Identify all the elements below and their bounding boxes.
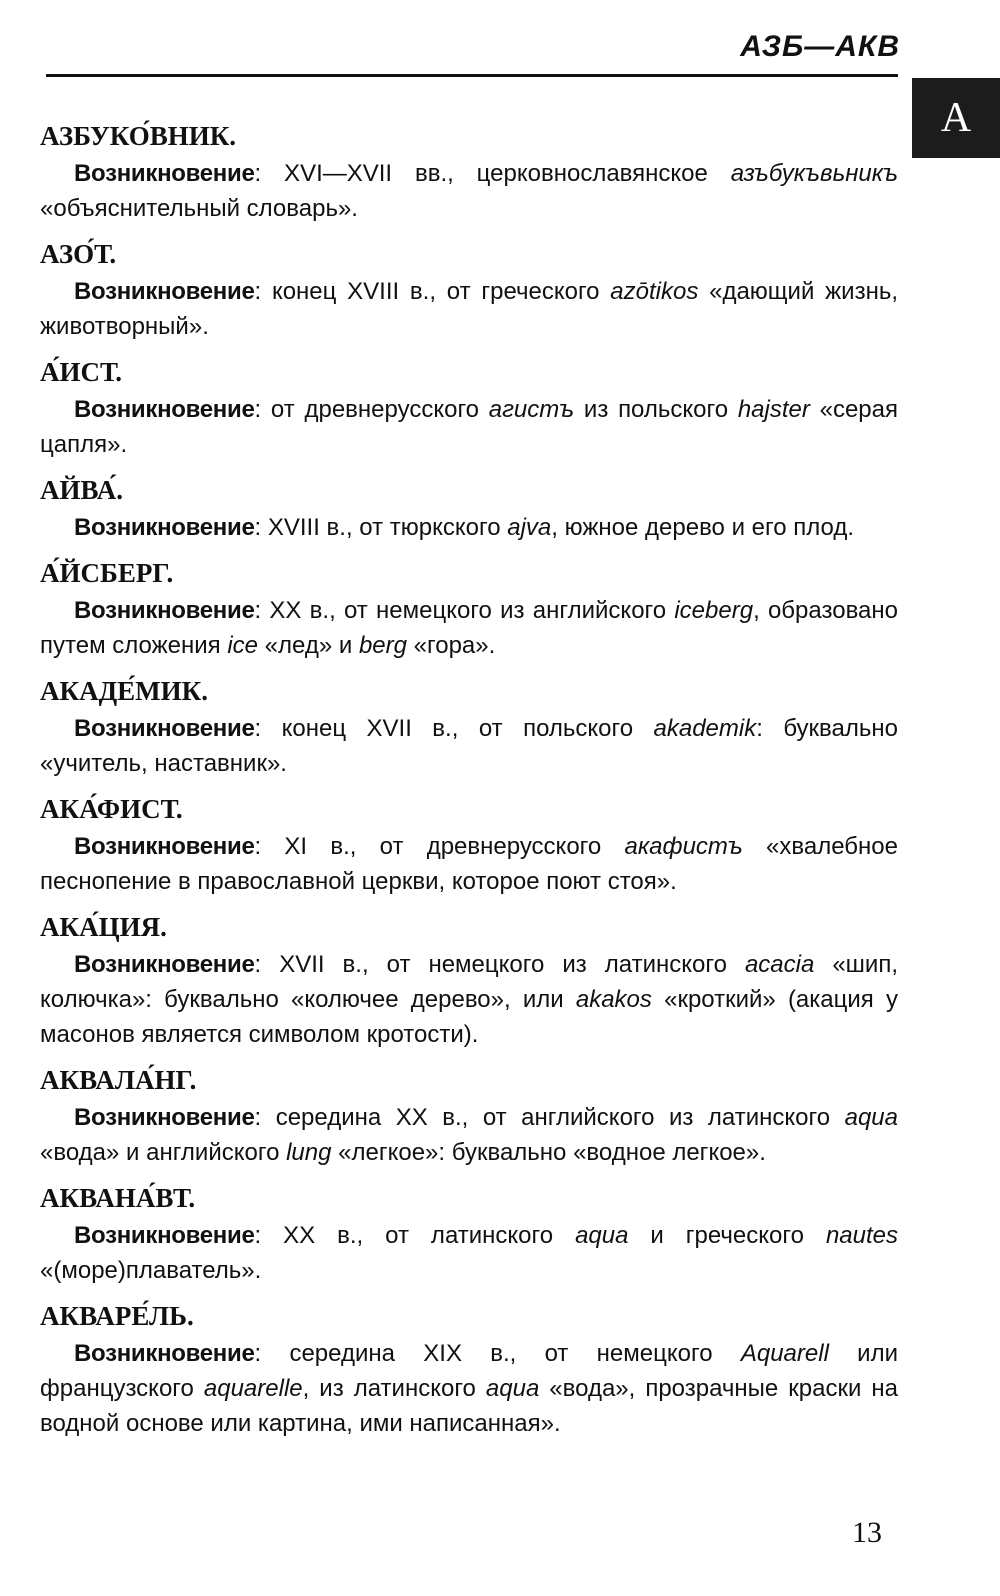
etymon-term: акафистъ: [624, 833, 743, 860]
etymon-term: Aquarell: [740, 1340, 829, 1367]
entry-text: : от древнерусского: [254, 396, 489, 423]
entry-text: «легкое»: буквально «водное легкое».: [331, 1139, 766, 1166]
running-head: АЗБ—АКВ: [740, 30, 900, 63]
entry-text: «(море)плаватель».: [40, 1257, 262, 1284]
etymon-term: азъбукъвьникъ: [730, 160, 898, 187]
entry-etymology: [40, 274, 898, 344]
entry-text: , южное дерево и его плод.: [551, 514, 854, 541]
dictionary-entry: [40, 116, 898, 226]
entry-text: : буквально «учитель, наставник».: [40, 715, 898, 777]
etymon-term: akademik: [653, 715, 757, 742]
entry-text: , образовано путем сложения: [40, 597, 898, 659]
page-number: 13: [852, 1516, 882, 1549]
etymon-term: azōtikos: [610, 278, 699, 305]
etymon-term: berg: [358, 632, 407, 659]
origin-label: Возникновение: [74, 951, 255, 978]
etymon-term: ajva: [507, 514, 552, 541]
dictionary-entry: [40, 352, 898, 462]
origin-label: Возникновение: [74, 1340, 255, 1367]
thumb-index-tab: [912, 78, 1000, 158]
entry-text: «лед» и: [258, 632, 359, 659]
etymon-term: aqua: [575, 1222, 629, 1249]
origin-label: Возникновение: [74, 1222, 255, 1249]
origin-label: Возникновение: [74, 514, 255, 541]
dictionary-entry: [40, 1178, 898, 1288]
etymon-term: acacia: [744, 951, 815, 978]
entry-text: : XX в., от немецкого из английского: [254, 597, 675, 624]
entry-headword: АЙВА́.: [40, 475, 124, 505]
etymon-term: nautes: [825, 1222, 898, 1249]
entry-etymology: [40, 1100, 898, 1170]
dictionary-entry: [40, 1060, 898, 1170]
entry-headword: АКВАЛА́НГ.: [40, 1065, 197, 1095]
entry-text: или французского: [40, 1340, 898, 1402]
entry-etymology: [40, 156, 898, 226]
entry-etymology: [40, 510, 898, 545]
entry-text: «объяснительный словарь».: [40, 195, 358, 222]
entry-headword: АКА́ФИСТ.: [40, 794, 183, 824]
etymon-term: aqua: [485, 1375, 540, 1402]
entry-etymology: [40, 829, 898, 899]
origin-label: Возникновение: [74, 597, 255, 624]
entry-text: : середина XX в., от английского из латинского: [254, 1104, 845, 1131]
dictionary-entry: [40, 671, 898, 781]
entry-etymology: [40, 392, 898, 462]
header-rule: [46, 74, 898, 77]
origin-label: Возникновение: [74, 715, 255, 742]
entry-headword: А́ИСТ.: [40, 357, 123, 387]
etymon-term: lung: [286, 1139, 332, 1166]
entry-text: «вода» и английского: [40, 1139, 287, 1166]
entry-text: : конец XVII в., от польского: [254, 715, 654, 742]
entry-text: , из латинского: [302, 1375, 486, 1402]
etymon-term: akakos: [575, 986, 652, 1013]
entry-etymology: [40, 947, 898, 1052]
entry-headword: АЗО́Т.: [40, 239, 117, 269]
entry-headword: АКАДЕ́МИК.: [40, 676, 208, 706]
etymon-term: aqua: [844, 1104, 898, 1131]
origin-label: Возникновение: [74, 833, 255, 860]
entry-text: : XVIII в., от тюркского: [254, 514, 508, 541]
dictionary-entry: [40, 470, 898, 545]
entry-text: «гора».: [406, 632, 496, 659]
origin-label: Возникновение: [74, 278, 255, 305]
origin-label: Возникновение: [74, 1104, 255, 1131]
entry-text: «вода», прозрачные краски на водной основе или картина, ими написанная».: [40, 1375, 898, 1437]
origin-label: Возникновение: [74, 160, 255, 187]
dictionary-entry: [40, 789, 898, 899]
entry-etymology: [40, 1336, 898, 1441]
entry-text: : XVI—XVII вв., церковнославянское: [254, 160, 731, 187]
entry-headword: АКВАНА́ВТ.: [40, 1183, 196, 1213]
etymon-term: ice: [227, 632, 258, 659]
entry-etymology: [40, 593, 898, 663]
entry-text: : конец XVIII в., от греческого: [254, 278, 611, 305]
entry-text: и греческого: [628, 1222, 826, 1249]
entry-headword: АКА́ЦИЯ.: [40, 912, 167, 942]
entry-headword: АЗБУКО́ВНИК.: [40, 121, 237, 151]
dictionary-entry: [40, 553, 898, 663]
entry-etymology: [40, 1218, 898, 1288]
entry-text: «дающий жизнь, животворный».: [40, 278, 898, 340]
entry-text: : XX в., от латинского: [254, 1222, 576, 1249]
etymon-term: hajster: [737, 396, 810, 423]
entry-text: «серая цапля».: [40, 396, 898, 458]
entry-headword: А́ЙСБЕРГ.: [40, 558, 174, 588]
etymon-term: aquarelle: [203, 1375, 303, 1402]
dictionary-entry: [40, 234, 898, 344]
origin-label: Возникновение: [74, 396, 255, 423]
etymon-term: агистъ: [488, 396, 575, 423]
entry-text: : XVII в., от немецкого из латинского: [254, 951, 745, 978]
entry-text: : XI в., от древнерусского: [254, 833, 625, 860]
entry-headword: АКВАРЕ́ЛЬ.: [40, 1301, 194, 1331]
thumb-index-letter: А: [940, 95, 972, 141]
etymon-term: iceberg: [674, 597, 754, 624]
dictionary-entry: [40, 1296, 898, 1441]
entry-text: из польского: [574, 396, 738, 423]
dictionary-entry: [40, 907, 898, 1052]
entry-text: «хвалебное песнопение в православной церкви, которое поют стоя».: [40, 833, 898, 895]
entry-text: «шип, колючка»: буквально «колючее дерево», или: [40, 951, 899, 1013]
entry-text: : середина XIX в., от немецкого: [254, 1340, 741, 1367]
entry-etymology: [40, 711, 898, 781]
entry-text: «кроткий» (акация у масонов является символом кротости).: [40, 986, 898, 1048]
dictionary-entries: [40, 116, 898, 1449]
